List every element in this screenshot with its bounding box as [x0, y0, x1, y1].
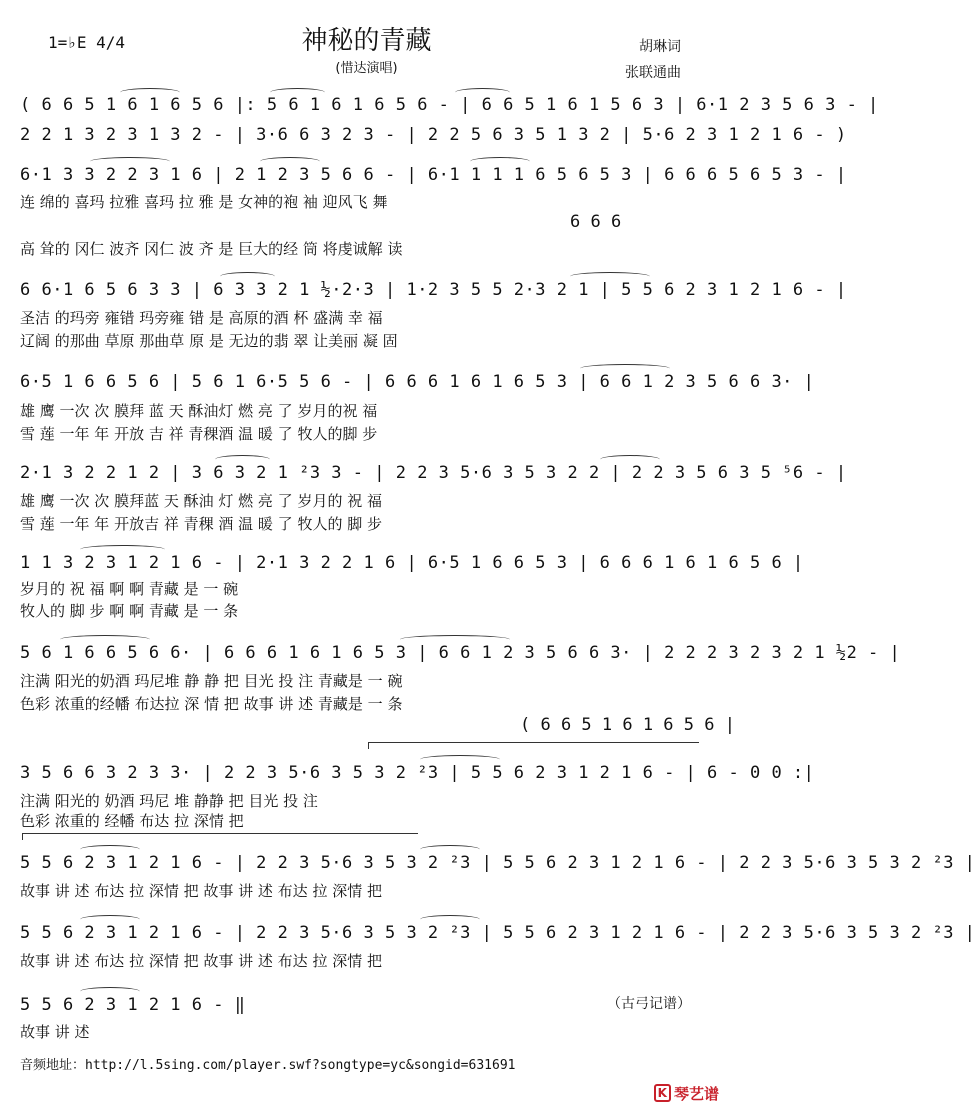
lyric-row-11: 故事 讲 述 布达 拉 深情 把 故事 讲 述 布达 拉 深情 把 [20, 952, 382, 970]
slur-arc [455, 88, 510, 97]
volta-bracket-2 [22, 833, 418, 840]
slur-arc [570, 272, 650, 281]
slur-arc [260, 157, 320, 166]
notation-row-2: 2 2 1 3 2 3 1 3 2 - | 3·6 6 3 2 3 - | 2 2 5 6 3 5 1 3 2 | 5·6 2 3 1 2 1 6 - ) [20, 125, 847, 145]
notation-row-10: 5 5 6 2 3 1 2 1 6 - | 2 2 3 5·6 3 5 3 2 ²3 | 5 5 6 2 3 1 2 1 6 - | 2 2 3 5·6 3 5 3 2 ²3 | [20, 853, 975, 873]
slur-arc [400, 635, 510, 644]
lyric-row-5-verse-1: 雄 鹰 一次 次 膜拜 蓝 天 酥油灯 燃 亮 了 岁月的祝 福 [20, 402, 378, 420]
slur-arc [80, 545, 165, 554]
lyric-row-9-verse-1: 注满 阳光的 奶酒 玛尼 堆 静静 把 目光 投 注 [20, 792, 318, 810]
slur-arc [420, 845, 480, 854]
slur-arc [120, 88, 180, 97]
transcriber-note: （古弓记谱） [607, 996, 691, 1012]
slur-arc [90, 157, 170, 166]
notation-row-6: 2·1 3 2 2 1 2 | 3 6 3 2 1 ²3 3 - | 2 2 3 5·6 3 5 3 2 2 | 2 2 3 5 6 3 5 ⁵6 - | [20, 463, 847, 483]
slur-arc [270, 88, 325, 97]
lyric-row-4-verse-2: 辽阔 的那曲 草原 那曲草 原 是 无边的翡 翠 让美丽 凝 固 [20, 332, 398, 350]
slur-arc [600, 455, 660, 464]
notation-row-7: 1 1 3 2 3 1 2 1 6 - | 2·1 3 2 2 1 6 | 6·5 1 6 6 5 3 | 6 6 6 1 6 1 6 5 6 | [20, 553, 804, 573]
site-logo [643, 1065, 719, 1104]
slur-arc [420, 755, 500, 764]
notation-row-8: 5 6 1 6 6 5 6 6· | 6 6 6 1 6 1 6 5 3 | 6 6 1 2 3 5 6 6 3· | 2 2 2 3 2 3 2 1 ½2 - | [20, 643, 901, 663]
notation-row-9: 3 5 6 6 3 2 3 3· | 2 2 3 5·6 3 5 3 2 ²3 | 5 5 6 2 3 1 2 1 6 - | 6 - 0 0 :| [20, 763, 815, 783]
key-signature: 1=♭E 4/4 [48, 33, 126, 52]
slur-arc [60, 635, 150, 644]
lyric-row-7-verse-1: 岁月的 祝 福 啊 啊 青藏 是 一 碗 [20, 580, 239, 598]
audio-url[interactable]: 音频地址：http://l.5sing.com/player.swf?songtype=yc&songid=631691 [20, 1058, 516, 1073]
slur-arc [215, 455, 270, 464]
lyric-row-5-verse-2: 雪 莲 一年 年 开放 吉 祥 青稞酒 温 暖 了 牧人的脚 步 [20, 425, 378, 443]
notation-row-4: 6 6·1 6 5 6 3 3 | 6 3 3 2 1 ½·2·3 | 1·2 3 5 5 2·3 2 1 | 5 5 6 2 3 1 2 1 6 - | [20, 280, 847, 300]
performer-subtitle: (惜达演唱) [335, 61, 398, 76]
notation-row-11: 5 5 6 2 3 1 2 1 6 - | 2 2 3 5·6 3 5 3 2 ²3 | 5 5 6 2 3 1 2 1 6 - | 2 2 3 5·6 3 5 3 2 ²3 | [20, 923, 975, 943]
lyric-row-10: 故事 讲 述 布达 拉 深情 把 故事 讲 述 布达 拉 深情 把 [20, 882, 382, 900]
lyric-row-3-verse-1: 连 绵的 喜玛 拉雅 喜玛 拉 雅 是 女神的袍 袖 迎风飞 舞 [20, 193, 388, 211]
slur-arc [80, 845, 140, 854]
lyric-row-8-verse-1: 注满 阳光的奶酒 玛尼堆 静 静 把 目光 投 注 青藏是 一 碗 [20, 672, 403, 690]
composer-credit: 张联通曲 [625, 65, 681, 81]
volta-bracket-1 [368, 742, 699, 749]
notation-return-segment: ( 6 6 5 1 6 1 6 5 6 | [520, 715, 735, 735]
slur-arc [470, 157, 530, 166]
logo-text: 琴艺谱 [673, 1085, 719, 1103]
notation-row-5: 6·5 1 6 6 5 6 | 5 6 1 6·5 5 6 - | 6 6 6 1 6 1 6 5 3 | 6 6 1 2 3 5 6 6 3· | [20, 372, 815, 392]
slur-arc [220, 272, 275, 281]
slur-arc [80, 987, 140, 996]
slur-arc [80, 915, 140, 924]
lyric-row-6-verse-2: 雪 莲 一年 年 开放吉 祥 青稞 酒 温 暖 了 牧人的 脚 步 [20, 515, 382, 533]
lyric-row-7-verse-2: 牧人的 脚 步 啊 啊 青藏 是 一 条 [20, 602, 239, 620]
song-title: 神秘的青藏 [301, 26, 432, 56]
notation-row-3: 6·1 3 3 2 2 3 1 6 | 2 1 2 3 5 6 6 - | 6·1 1 1 1 6 5 6 5 3 | 6 6 6 5 6 5 3 - | [20, 165, 847, 185]
slur-arc [420, 915, 480, 924]
lyricist-credit: 胡琳词 [639, 39, 681, 55]
slur-arc [580, 364, 670, 373]
notation-alt-segment: 6 6 6 [570, 212, 622, 232]
lyric-row-6-verse-1: 雄 鹰 一次 次 膜拜蓝 天 酥油 灯 燃 亮 了 岁月的 祝 福 [20, 492, 382, 510]
notation-row-12: 5 5 6 2 3 1 2 1 6 - ‖ [20, 995, 246, 1015]
lyric-row-12: 故事 讲 述 [20, 1023, 90, 1041]
lyric-row-3-verse-2: 高 耸的 冈仁 波齐 冈仁 波 齐 是 巨大的经 筒 将虔诚解 读 [20, 240, 403, 258]
lyric-row-9-verse-2: 色彩 浓重的 经幡 布达 拉 深情 把 [20, 812, 244, 830]
lyric-row-8-verse-2: 色彩 浓重的经幡 布达拉 深 情 把 故事 讲 述 青藏是 一 条 [20, 695, 403, 713]
lyric-row-4-verse-1: 圣洁 的玛旁 雍错 玛旁雍 错 是 高原的酒 杯 盛满 幸 福 [20, 309, 383, 327]
logo-mark-icon: K [654, 1084, 671, 1102]
notation-row-1: ( 6 6 5 1 6 1 6 5 6 |: 5 6 1 6 1 6 5 6 - | 6 6 5 1 6 1 5 6 3 | 6·1 2 3 5 6 3 - | [20, 95, 879, 115]
